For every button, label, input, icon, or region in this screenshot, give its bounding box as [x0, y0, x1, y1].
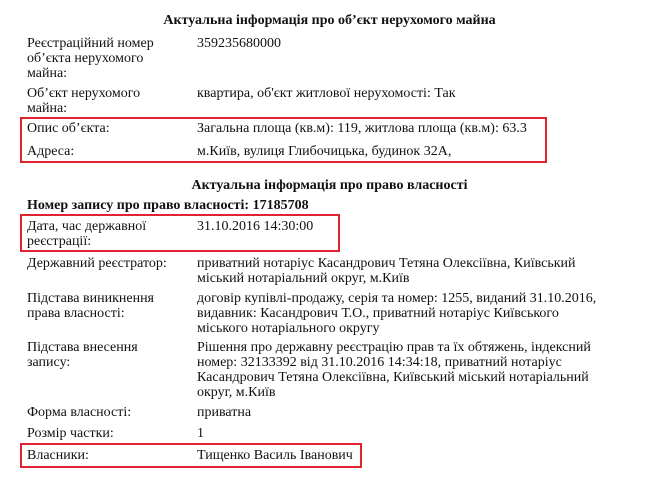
field-value: Рішення про державну реєстрацію прав та їх обтяжень, індексний номер: 32133392 від 31.10.2016 14:34:18, приватний нотаріус Касандрович Тетяна Олексіївна, Київський міський нотаріальний округ, м.Київ: [197, 340, 591, 400]
field-value: Загальна площа (кв.м): 119, житлова площа (кв.м): 63.3: [197, 121, 527, 136]
field-label: Дата, час державної реєстрації:: [27, 219, 147, 249]
field-label: Власники:: [27, 448, 89, 463]
ownership-record-number: Номер запису про право власності: 17185708: [27, 198, 309, 213]
field-label: Форма власності:: [27, 405, 132, 420]
highlight-box-registration-date: [20, 214, 340, 252]
object-section-title: Актуальна інформація про об’єкт нерухомого майна: [163, 13, 496, 28]
field-label: Об’єкт нерухомого майна:: [27, 86, 141, 116]
field-label: Державний реєстратор:: [27, 256, 167, 271]
field-value: квартира, об'єкт житлової нерухомості: Так: [197, 86, 456, 101]
highlight-box-owners: [20, 443, 362, 468]
field-label: Реєстраційний номер об’єкта нерухомого майна:: [27, 36, 154, 81]
field-label: Розмір частки:: [27, 426, 114, 441]
field-value: Тищенко Василь Іванович: [197, 448, 353, 463]
field-value: 1: [197, 426, 204, 441]
field-label: Адреса:: [27, 144, 75, 159]
field-value: 359235680000: [197, 36, 281, 51]
field-value: договір купівлі-продажу, серія та номер: 1255, виданий 31.10.2016, видавник: Касандрович Т.О., приватний нотаріус Київського міського нотаріального округу: [197, 291, 597, 336]
field-label: Опис об’єкта:: [27, 121, 110, 136]
field-value: приватна: [197, 405, 252, 420]
field-value: 31.10.2016 14:30:00: [197, 219, 314, 234]
field-label: Підстава виникнення права власності:: [27, 291, 154, 321]
ownership-section-title: Актуальна інформація про право власності: [191, 178, 468, 193]
field-value: м.Київ, вулиця Глибочицька, будинок 32А,: [197, 144, 452, 159]
field-value: приватний нотаріус Касандрович Тетяна Олексіївна, Київський міський нотаріальний округ, м.Київ: [197, 256, 576, 286]
field-label: Підстава внесення запису:: [27, 340, 138, 370]
highlight-box-description-address: [20, 117, 547, 163]
